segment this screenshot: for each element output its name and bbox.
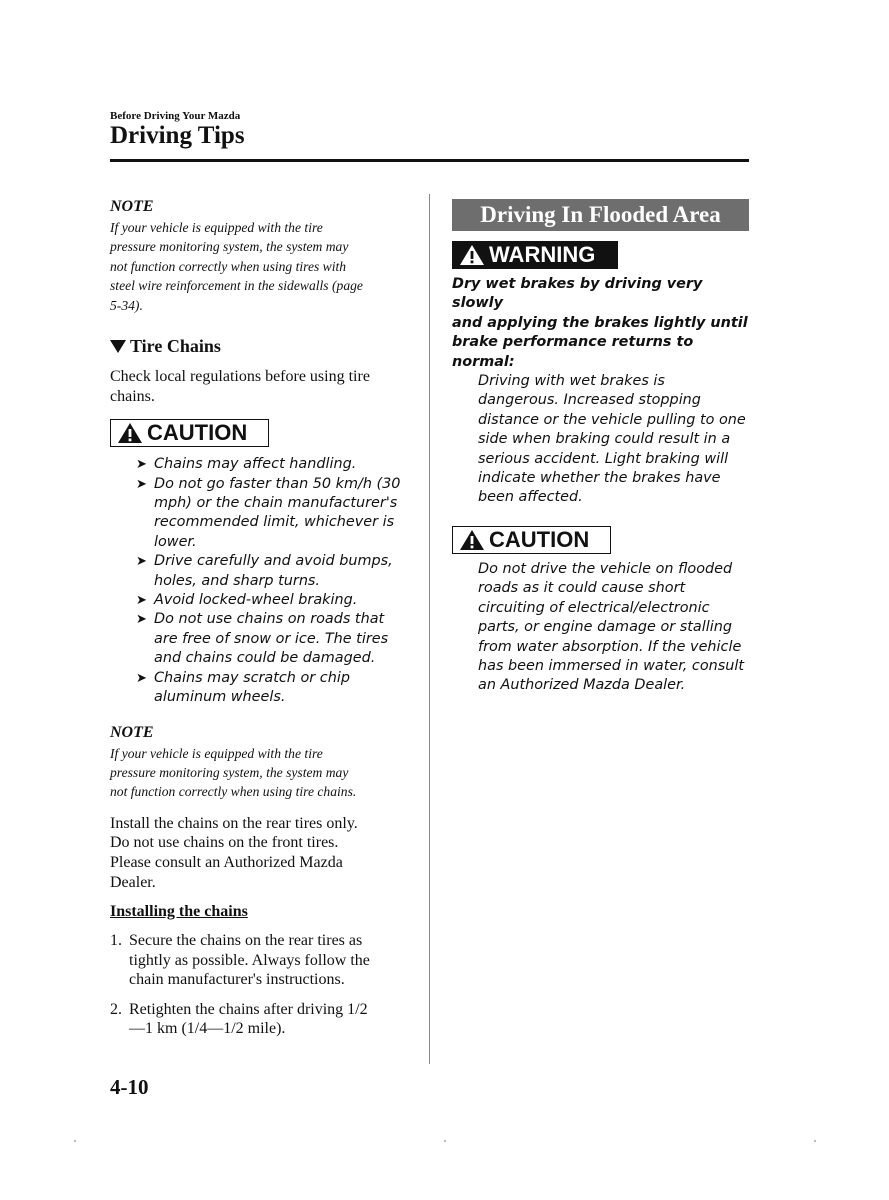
step-item bbox=[110, 931, 410, 990]
installing-heading: Installing the chains bbox=[110, 903, 248, 921]
text-line: holes, and sharp turns. bbox=[154, 572, 321, 589]
arrow-bullet-icon: ➤ bbox=[136, 612, 147, 628]
text-line: and chains could be damaged. bbox=[154, 650, 376, 667]
text-line: roads as it could cause short bbox=[478, 580, 686, 597]
arrow-bullet-icon: ➤ bbox=[136, 670, 147, 686]
text-line: Install the chains on the rear tires only. bbox=[110, 814, 358, 832]
tire-chains-intro bbox=[110, 367, 410, 406]
text-line: chains. bbox=[110, 387, 155, 405]
text-line: distance or the vehicle pulling to one bbox=[478, 411, 746, 428]
note-line: pressure monitoring system, the system may bbox=[110, 764, 349, 780]
note-text bbox=[110, 218, 410, 315]
text-line: Check local regulations before using tire bbox=[110, 368, 370, 386]
caution-label: CAUTION bbox=[147, 420, 248, 446]
text-line: Retighten the chains after driving 1/2 bbox=[129, 1000, 368, 1018]
step-number: 1. bbox=[110, 932, 122, 950]
column-divider bbox=[429, 194, 430, 1064]
list-item bbox=[136, 552, 410, 591]
note-line: steel wire reinforcement in the sidewalls (page bbox=[110, 278, 363, 294]
caution-label: CAUTION bbox=[489, 526, 590, 552]
text-line: Please consult an Authorized Mazda bbox=[110, 853, 343, 871]
note-line: pressure monitoring system, the system may bbox=[110, 239, 349, 255]
left-column bbox=[110, 198, 410, 1039]
page-title: Driving Tips bbox=[110, 122, 245, 149]
text-line: Do not use chains on the front tires. bbox=[110, 834, 339, 852]
text-line: Chains may scratch or chip bbox=[154, 669, 350, 686]
arrow-bullet-icon: ➤ bbox=[136, 476, 147, 492]
right-column bbox=[452, 199, 750, 696]
text-line: parts, or engine damage or stalling bbox=[478, 619, 732, 636]
note-block-1 bbox=[110, 198, 410, 315]
text-line: brake performance returns to normal: bbox=[452, 334, 694, 370]
caution-list bbox=[110, 455, 410, 707]
text-line: Dry wet brakes by driving very slowly bbox=[452, 276, 703, 312]
arrow-bullet-icon: ➤ bbox=[136, 457, 147, 473]
warning-triangle-icon bbox=[117, 422, 143, 444]
header-rule bbox=[110, 159, 749, 162]
page-number: 4-10 bbox=[110, 1075, 149, 1099]
note-block-2 bbox=[110, 724, 410, 802]
text-line: tightly as possible. Always follow the bbox=[129, 951, 370, 969]
print-mark bbox=[444, 1140, 446, 1142]
step-number: 2. bbox=[110, 1000, 122, 1018]
step-item bbox=[110, 1000, 410, 1039]
note-line: If your vehicle is equipped with the tire bbox=[110, 745, 323, 761]
list-item bbox=[136, 455, 410, 474]
install-paragraph bbox=[110, 814, 410, 892]
note-line: 5-34). bbox=[110, 297, 143, 313]
section-kicker: Before Driving Your Mazda bbox=[110, 110, 241, 122]
warning-badge bbox=[452, 241, 618, 269]
caution-badge bbox=[110, 419, 269, 447]
text-line: dangerous. Increased stopping bbox=[478, 392, 701, 409]
text-line: Do not drive the vehicle on flooded bbox=[478, 560, 733, 577]
text-line: Do not use chains on roads that bbox=[154, 611, 385, 628]
note-line: If your vehicle is equipped with the tire bbox=[110, 220, 323, 235]
warning-block bbox=[452, 241, 750, 508]
caution-block bbox=[110, 419, 410, 707]
tire-chains-heading bbox=[110, 336, 410, 357]
text-line: mph) or the chain manufacturer's bbox=[154, 495, 398, 512]
list-item bbox=[136, 610, 410, 668]
text-line: Driving with wet brakes is bbox=[478, 373, 665, 390]
text-line: Do not go faster than 50 km/h (30 bbox=[154, 475, 401, 492]
text-line: Chains may affect handling. bbox=[154, 456, 357, 473]
list-item bbox=[136, 591, 410, 610]
warning-body bbox=[478, 372, 750, 508]
list-item bbox=[136, 669, 410, 708]
text-line: an Authorized Mazda Dealer. bbox=[478, 677, 686, 694]
note-line: not function correctly when using tires with bbox=[110, 258, 347, 274]
note-text bbox=[110, 744, 410, 802]
text-line: has been immersed in water, consult bbox=[478, 657, 745, 674]
text-line: and applying the brakes lightly until bbox=[452, 314, 748, 331]
warning-label: WARNING bbox=[489, 242, 596, 267]
text-line: been affected. bbox=[478, 489, 583, 506]
warning-triangle-icon bbox=[459, 244, 485, 266]
warning-triangle-icon bbox=[459, 529, 485, 551]
section-title-bar: Driving In Flooded Area bbox=[452, 199, 749, 231]
caution-badge bbox=[452, 526, 611, 554]
text-line: chain manufacturer's instructions. bbox=[129, 971, 345, 989]
text-line: Avoid locked-wheel braking. bbox=[154, 592, 358, 609]
text-line: are free of snow or ice. The tires bbox=[154, 630, 389, 647]
heading-text: Tire Chains bbox=[130, 336, 221, 357]
text-line: Secure the chains on the rear tires as bbox=[129, 932, 363, 950]
note-label: NOTE bbox=[110, 198, 154, 215]
print-mark bbox=[74, 1140, 76, 1142]
warning-lead bbox=[452, 275, 750, 372]
note-label: NOTE bbox=[110, 723, 154, 741]
text-line: recommended limit, whichever is bbox=[154, 514, 395, 531]
text-line: from water absorption. If the vehicle bbox=[478, 638, 742, 655]
text-line: Drive carefully and avoid bumps, bbox=[154, 553, 393, 570]
arrow-bullet-icon: ➤ bbox=[136, 554, 147, 570]
text-line: circuiting of electrical/electronic bbox=[478, 599, 710, 616]
text-line: aluminum wheels. bbox=[154, 689, 286, 706]
text-line: —1 km (1/4—1/2 mile). bbox=[129, 1020, 286, 1038]
arrow-bullet-icon: ➤ bbox=[136, 593, 147, 609]
text-line: side when braking could result in a bbox=[478, 431, 731, 448]
installing-steps bbox=[110, 931, 410, 1039]
text-line: serious accident. Light braking will bbox=[478, 450, 729, 467]
caution-body bbox=[478, 560, 750, 696]
list-item bbox=[136, 475, 410, 553]
text-line: Dealer. bbox=[110, 873, 156, 891]
caution-block-right bbox=[452, 526, 750, 696]
note-line: not function correctly when using tire chains. bbox=[110, 784, 357, 800]
text-line: lower. bbox=[154, 533, 197, 550]
triangle-down-icon bbox=[110, 340, 126, 353]
text-line: indicate whether the brakes have bbox=[478, 470, 721, 487]
print-mark bbox=[814, 1140, 816, 1142]
